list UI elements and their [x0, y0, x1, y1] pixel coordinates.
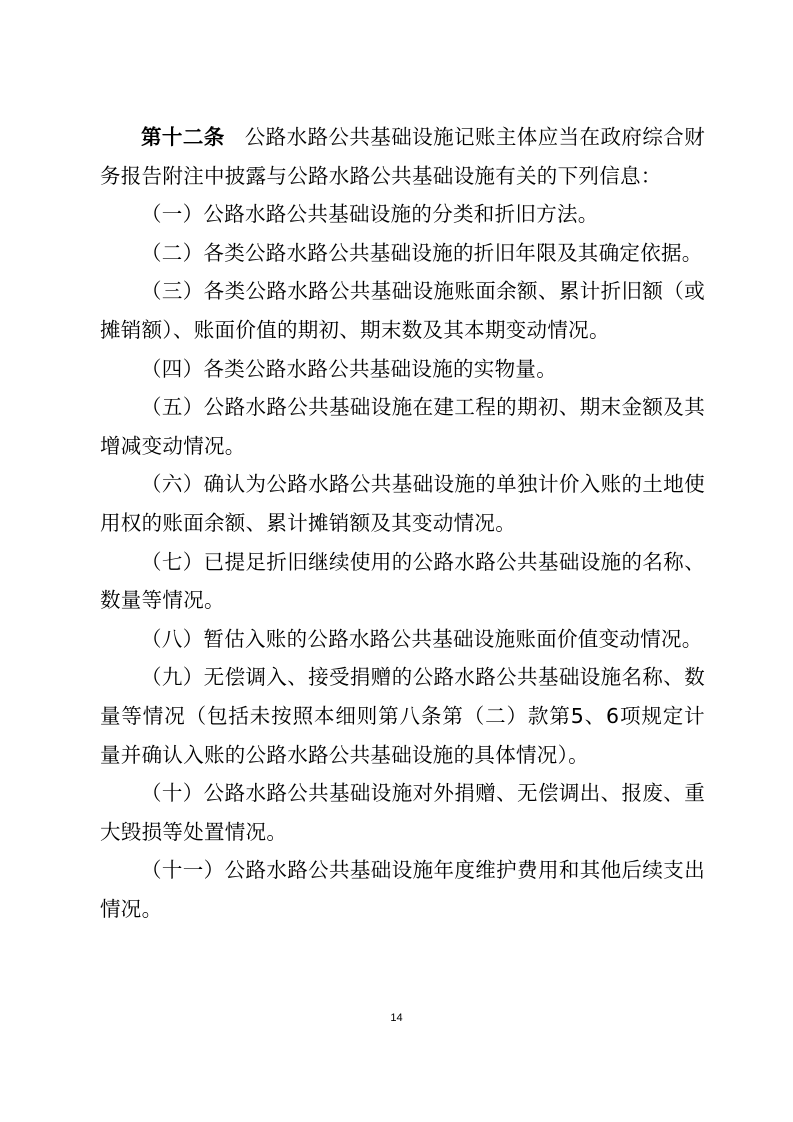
list-item: （五）公路水路公共基础设施在建工程的期初、期末金额及其增减变动情况。: [100, 395, 705, 458]
article-paragraph: [100, 118, 705, 195]
article-number: 第十二条: [141, 125, 225, 149]
list-item: （九）无偿调入、接受捐赠的公路水路公共基础设施名称、数量等情况（包括未按照本细则第八条第（二）款第5、6项规定计量并确认入账的公路水路公共基础设施的具体情况）。: [100, 665, 705, 767]
list-item: （三）各类公路水路公共基础设施账面余额、累计折旧额（或摊销额）、账面价值的期初、期末数及其本期变动情况。: [100, 279, 705, 342]
list-item: （四）各类公路水路公共基础设施的实物量。: [141, 356, 557, 381]
list-item: （六）确认为公路水路公共基础设施的单独计价入账的土地使用权的账面余额、累计摊销额及其变动情况。: [100, 472, 705, 535]
list-item: （十）公路水路公共基础设施对外捐赠、无偿调出、报废、重大毁损等处置情况。: [100, 781, 705, 844]
page-number: 14: [390, 1012, 403, 1024]
list-item: （八）暂估入账的公路水路公共基础设施账面价值变动情况。: [141, 626, 703, 651]
list-item: （十一）公路水路公共基础设施年度维护费用和其他后续支出情况。: [100, 858, 705, 921]
article-intro: 公路水路公共基础设施记账主体应当在政府综合财务报告附注中披露与公路水路公共基础设施有关的下列信息：: [100, 125, 705, 188]
document-body: [100, 118, 705, 928]
list-item: （一）公路水路公共基础设施的分类和折旧方法。: [141, 202, 599, 227]
list-item: （二）各类公路水路公共基础设施的折旧年限及其确定依据。: [141, 240, 703, 265]
list-item: （七）已提足折旧继续使用的公路水路公共基础设施的名称、数量等情况。: [100, 549, 705, 613]
